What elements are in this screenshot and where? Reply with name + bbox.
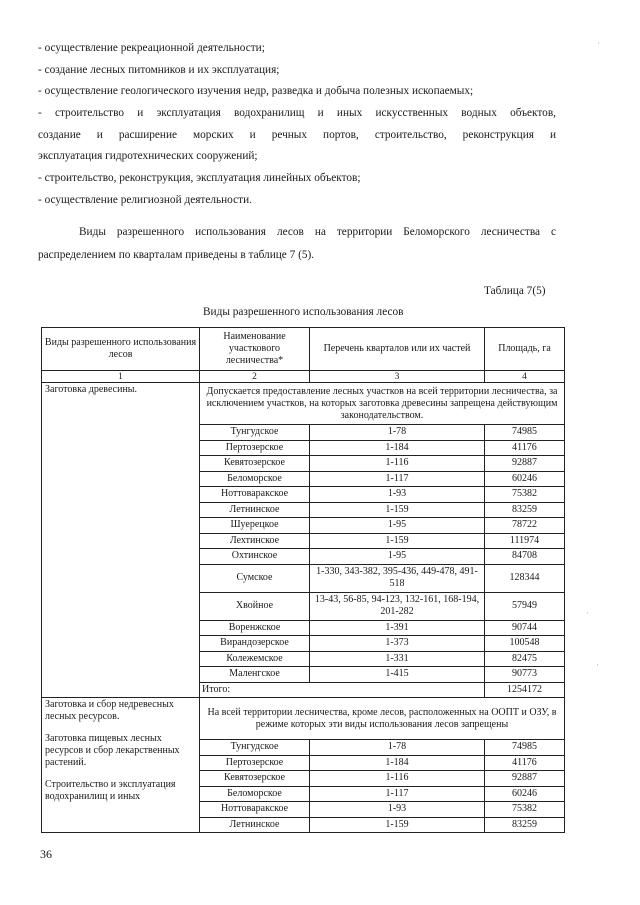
bullet-item-continuation: эксплуатация гидротехнических сооружений; xyxy=(38,150,258,163)
quarters-cell: 1-116 xyxy=(310,771,485,787)
forestry-cell: Ноттоваракское xyxy=(200,487,310,503)
area-cell: 60246 xyxy=(485,786,565,802)
forestry-cell: Пертозерское xyxy=(200,755,310,771)
forestry-cell: Летнинское xyxy=(200,817,310,833)
area-cell: 100548 xyxy=(485,636,565,652)
use-type-cell xyxy=(42,698,200,833)
area-cell: 90744 xyxy=(485,620,565,636)
forestry-cell: Ноттоваракское xyxy=(200,802,310,818)
forestry-cell: Кевятозерское xyxy=(200,456,310,472)
forestry-cell: Хвойное xyxy=(200,592,310,620)
column-number-row xyxy=(42,371,565,383)
quarters-cell: 1-159 xyxy=(310,533,485,549)
bullet-item: - строительство и эксплуатация водохранилищ и иных искусственных водных объектов, xyxy=(38,107,556,120)
quarters-cell: 1-331 xyxy=(310,651,485,667)
use-type-cell: Заготовка древесины. xyxy=(42,383,200,698)
header-cell: Площадь, га xyxy=(485,328,565,371)
quarters-cell: 1-95 xyxy=(310,518,485,534)
total-value: 1254172 xyxy=(485,682,565,698)
forestry-cell: Воренжское xyxy=(200,620,310,636)
forestry-cell: Летнинское xyxy=(200,502,310,518)
quarters-cell: 1-391 xyxy=(310,620,485,636)
forestry-cell: Пертозерское xyxy=(200,440,310,456)
area-cell: 57949 xyxy=(485,592,565,620)
quarters-cell: 1-159 xyxy=(310,817,485,833)
forest-use-table xyxy=(41,327,565,833)
quarters-cell: 1-116 xyxy=(310,456,485,472)
quarters-cell: 1-330, 343-382, 395-436, 449-478, 491-518 xyxy=(310,564,485,592)
area-cell: 78722 xyxy=(485,518,565,534)
scan-speck: · xyxy=(586,608,589,618)
quarters-cell: 13-43, 56-85, 94-123, 132-161, 168-194, 201-282 xyxy=(310,592,485,620)
bullet-item: - осуществление геологического изучения недр, разведка и добыча полезных ископаемых; xyxy=(38,85,474,98)
quarters-cell: 1-78 xyxy=(310,425,485,441)
page-number: 36 xyxy=(40,847,52,861)
forestry-cell: Маленгское xyxy=(200,667,310,683)
forestry-cell: Охтинское xyxy=(200,549,310,565)
quarters-cell: 1-184 xyxy=(310,440,485,456)
area-cell: 90773 xyxy=(485,667,565,683)
area-cell: 75382 xyxy=(485,802,565,818)
bullet-item: - осуществление рекреационной деятельности; xyxy=(38,42,265,54)
quarters-cell: 1-373 xyxy=(310,636,485,652)
scan-speck: · xyxy=(597,38,600,48)
forestry-cell: Колежемское xyxy=(200,651,310,667)
forestry-cell: Шуерецкое xyxy=(200,518,310,534)
use-type-text: Заготовка пищевых лесных ресурсов и сбор лекарственных растений. xyxy=(45,733,180,768)
area-cell: 75382 xyxy=(485,487,565,503)
note-cell: На всей территории лесничества, кроме лесов, расположенных на ООПТ и ОЗУ, в режиме которых эти виды использования лесов запрещены xyxy=(200,698,565,740)
area-cell: 92887 xyxy=(485,456,565,472)
forestry-cell: Вирандозерское xyxy=(200,636,310,652)
bullet-item: - осуществление религиозной деятельности. xyxy=(38,193,252,206)
area-cell: 128344 xyxy=(485,564,565,592)
scan-speck: · xyxy=(596,660,599,670)
table-header-row xyxy=(42,328,565,371)
area-cell: 111974 xyxy=(485,533,565,549)
note-cell: Допускается предоставление лесных участков на всей территории лесничества, за исключением участков, на которых заготовка древесины запрещена действующим законодательством. xyxy=(200,383,565,425)
table-row xyxy=(42,698,565,740)
use-type-text: Заготовка и сбор недревесных лесных ресурсов. xyxy=(45,699,174,722)
column-number: 3 xyxy=(310,371,485,383)
table-title: Виды разрешенного использования лесов xyxy=(203,306,404,318)
area-cell: 83259 xyxy=(485,502,565,518)
quarters-cell: 1-117 xyxy=(310,471,485,487)
table-label: Таблица 7(5) xyxy=(484,285,546,297)
column-number: 4 xyxy=(485,371,565,383)
quarters-cell: 1-415 xyxy=(310,667,485,683)
area-cell: 84708 xyxy=(485,549,565,565)
area-cell: 92887 xyxy=(485,771,565,787)
area-cell: 41176 xyxy=(485,440,565,456)
header-cell: Наименование участкового лесничества* xyxy=(200,328,310,371)
area-cell: 74985 xyxy=(485,425,565,441)
quarters-cell: 1-93 xyxy=(310,487,485,503)
use-type-text: Строительство и эксплуатация водохранилищ и иных xyxy=(45,779,176,802)
quarters-cell: 1-184 xyxy=(310,755,485,771)
table-row xyxy=(42,383,565,425)
quarters-cell: 1-93 xyxy=(310,802,485,818)
bullet-item: - создание лесных питомников и их эксплуатация; xyxy=(38,63,280,76)
area-cell: 41176 xyxy=(485,755,565,771)
forestry-cell: Тунгудское xyxy=(200,740,310,756)
area-cell: 74985 xyxy=(485,740,565,756)
forestry-cell: Лехтинское xyxy=(200,533,310,549)
intro-paragraph: Виды разрешенного использования лесов на территории Беломорского лесничества с распределением по кварталам приведены в таблице 7 (5). xyxy=(38,226,556,261)
column-number: 2 xyxy=(200,371,310,383)
quarters-cell: 1-78 xyxy=(310,740,485,756)
area-cell: 83259 xyxy=(485,817,565,833)
header-cell: Перечень кварталов или их частей xyxy=(310,328,485,371)
forestry-cell: Тунгудское xyxy=(200,425,310,441)
quarters-cell: 1-159 xyxy=(310,502,485,518)
quarters-cell: 1-95 xyxy=(310,549,485,565)
forestry-cell: Беломорское xyxy=(200,471,310,487)
column-number: 1 xyxy=(42,371,200,383)
bullet-item-continuation: создание и расширение морских и речных портов, строительство, реконструкция и xyxy=(38,128,556,141)
quarters-cell: 1-117 xyxy=(310,786,485,802)
forestry-cell: Кевятозерское xyxy=(200,771,310,787)
bullet-item: - строительство, реконструкция, эксплуатация линейных объектов; xyxy=(38,172,361,185)
total-label: Итого: xyxy=(200,682,485,698)
header-cell: Виды разрешенного использования лесов xyxy=(42,328,200,371)
area-cell: 82475 xyxy=(485,651,565,667)
forestry-cell: Сумское xyxy=(200,564,310,592)
forestry-cell: Беломорское xyxy=(200,786,310,802)
area-cell: 60246 xyxy=(485,471,565,487)
bullet-list xyxy=(38,38,556,212)
